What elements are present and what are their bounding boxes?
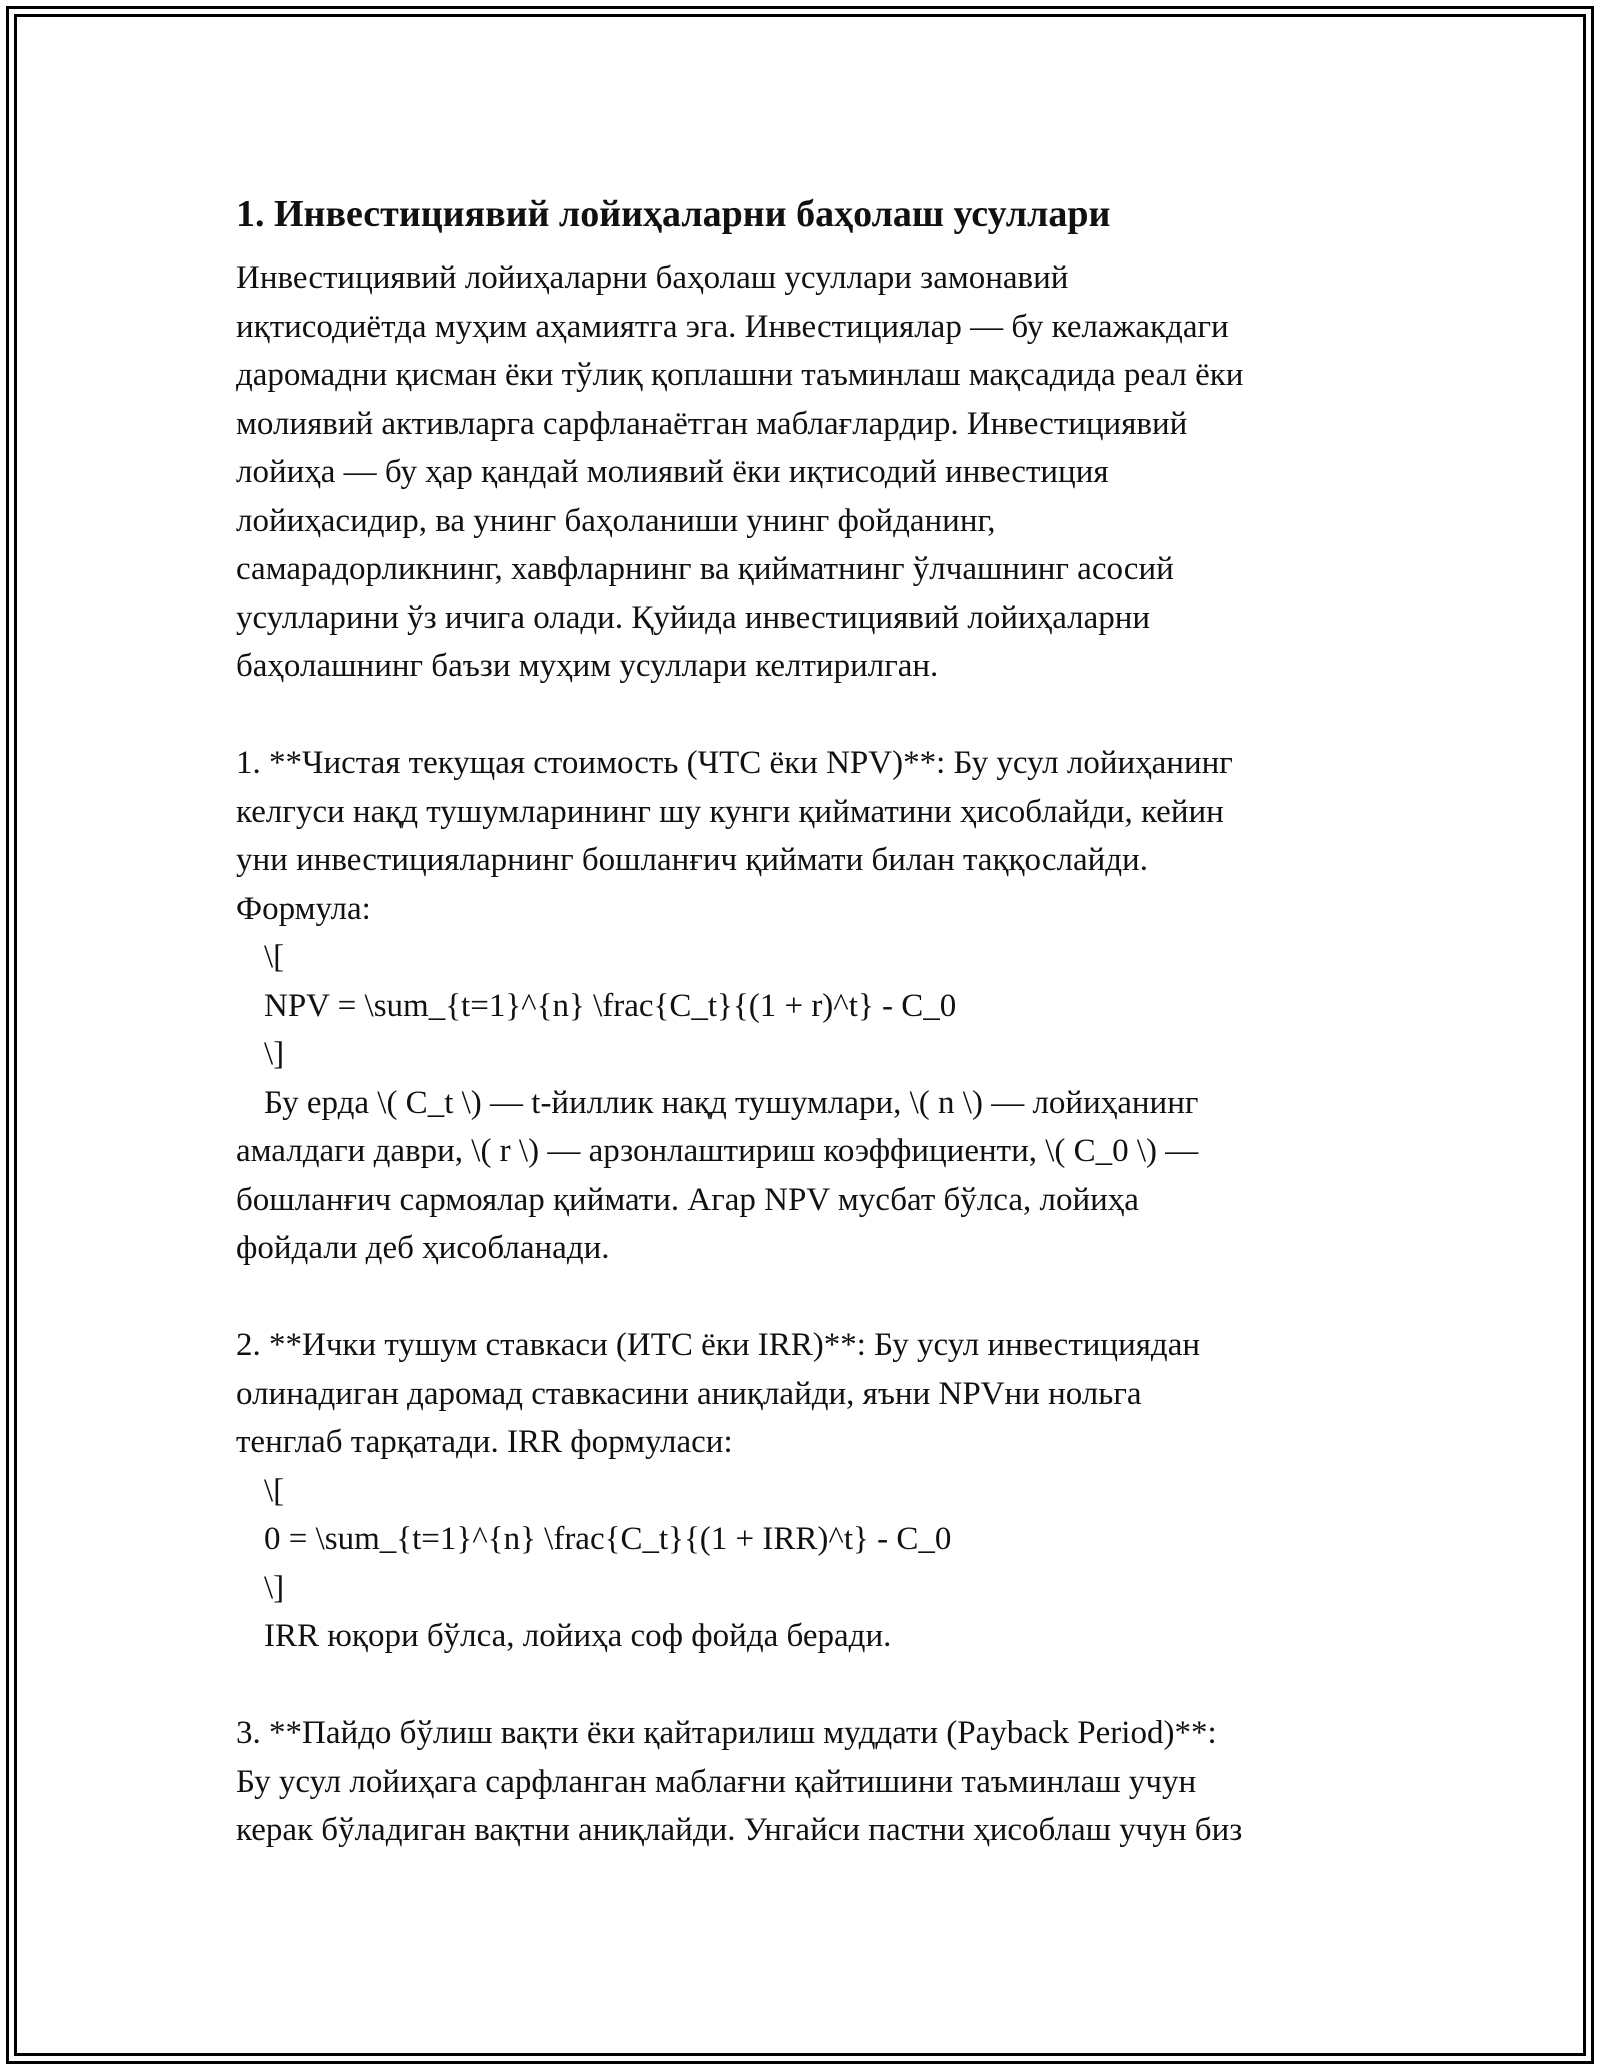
- irr-formula: 0 = \sum_{t=1}^{n} \frac{C_t}{(1 + IRR)^t} - C_0: [264, 1521, 952, 1557]
- payback-section: [236, 1709, 1386, 1855]
- npv-explanation-line: амалдаги даври, \( r \) — арзонлаштириш коэффициенти, \( C_0 \) —: [236, 1133, 1199, 1169]
- intro-line: Инвестициявий лойиҳаларни баҳолаш усуллари замонавий: [236, 260, 1069, 296]
- npv-explanation-line: фойдали деб ҳисобланади.: [236, 1230, 610, 1266]
- npv-explanation-line: Бу ерда \( C_t \) — t-йиллик нақд тушумлари, \( n \) — лойиҳанинг: [264, 1084, 1199, 1121]
- intro-line: молиявий активларга сарфланаётган маблағлардир. Инвестициявий: [236, 405, 1188, 442]
- section-heading: 1. Инвестициявий лойиҳаларни баҳолаш усуллари: [236, 193, 1111, 235]
- npv-formula-open: \[: [264, 939, 285, 975]
- npv-line: 1. **Чистая текущая стоимость (ЧТС ёки NPV)**: Бу усул лойиҳанинг: [236, 745, 1233, 781]
- intro-line: иқтисодиётда муҳим аҳамиятга эга. Инвестициялар — бу келажакдаги: [236, 308, 1229, 345]
- npv-line: келгуси нақд тушумларининг шу кунги қийматини ҳисоблайди, кейин: [236, 793, 1224, 830]
- intro-line: даромадни қисман ёки тўлиқ қоплашни таъминлаш мақсадида реал ёки: [236, 357, 1244, 393]
- payback-line: Бу усул лойиҳага сарфланган маблағни қайтишини таъминлаш учун: [236, 1763, 1197, 1800]
- irr-explanation-line: IRR юқори бўлса, лойиҳа соф фойда беради.: [264, 1618, 892, 1654]
- intro-line: лойиҳа — бу ҳар қандай молиявий ёки иқтисодий инвестиция: [236, 454, 1109, 490]
- intro-paragraph: [236, 254, 1386, 691]
- payback-line: 3. **Пайдо бўлиш вақти ёки қайтарилиш муддати (Payback Period)**:: [236, 1715, 1217, 1751]
- intro-line: самарадорликнинг, хавфларнинг ва қийматнинг ўлчашнинг асосий: [236, 551, 1174, 587]
- paragraph-gap: [236, 1273, 1386, 1322]
- irr-line: олинадиган даромад ставкасини аниқлайди, яъни NPVни нольга: [236, 1375, 1142, 1412]
- paragraph-gap: [236, 1661, 1386, 1710]
- irr-line: тенглаб тарқатади. IRR формуласи:: [236, 1424, 733, 1460]
- document-body: [236, 186, 1386, 1855]
- intro-line: лойиҳасидир, ва унинг баҳоланиши унинг фойданинг,: [236, 502, 996, 539]
- irr-line: 2. **Ички тушум ставкаси (ИТС ёки IRR)**: Бу усул инвестициядан: [236, 1327, 1201, 1363]
- irr-formula-close: \]: [264, 1569, 285, 1606]
- npv-formula-close: \]: [264, 1036, 285, 1072]
- npv-line: уни инвестицияларнинг бошланғич қиймати билан таққослайди.: [236, 842, 1148, 878]
- intro-line: баҳолашнинг баъзи муҳим усуллари келтирилган.: [236, 648, 939, 684]
- npv-formula: NPV = \sum_{t=1}^{n} \frac{C_t}{(1 + r)^t} - C_0: [264, 987, 957, 1024]
- intro-line: усулларини ўз ичига олади. Қуйида инвестициявий лойиҳаларни: [236, 599, 1151, 636]
- irr-formula-open: \[: [264, 1472, 285, 1509]
- npv-line: Формула:: [236, 890, 371, 927]
- npv-section: [236, 739, 1386, 1273]
- irr-section: [236, 1321, 1386, 1661]
- paragraph-gap: [236, 691, 1386, 740]
- npv-explanation-line: бошланғич сармоялар қиймати. Агар NPV мусбат бўлса, лойиҳа: [236, 1181, 1139, 1218]
- payback-line: керак бўладиган вақтни аниқлайди. Унгайси пастни ҳисоблаш учун биз: [236, 1812, 1243, 1848]
